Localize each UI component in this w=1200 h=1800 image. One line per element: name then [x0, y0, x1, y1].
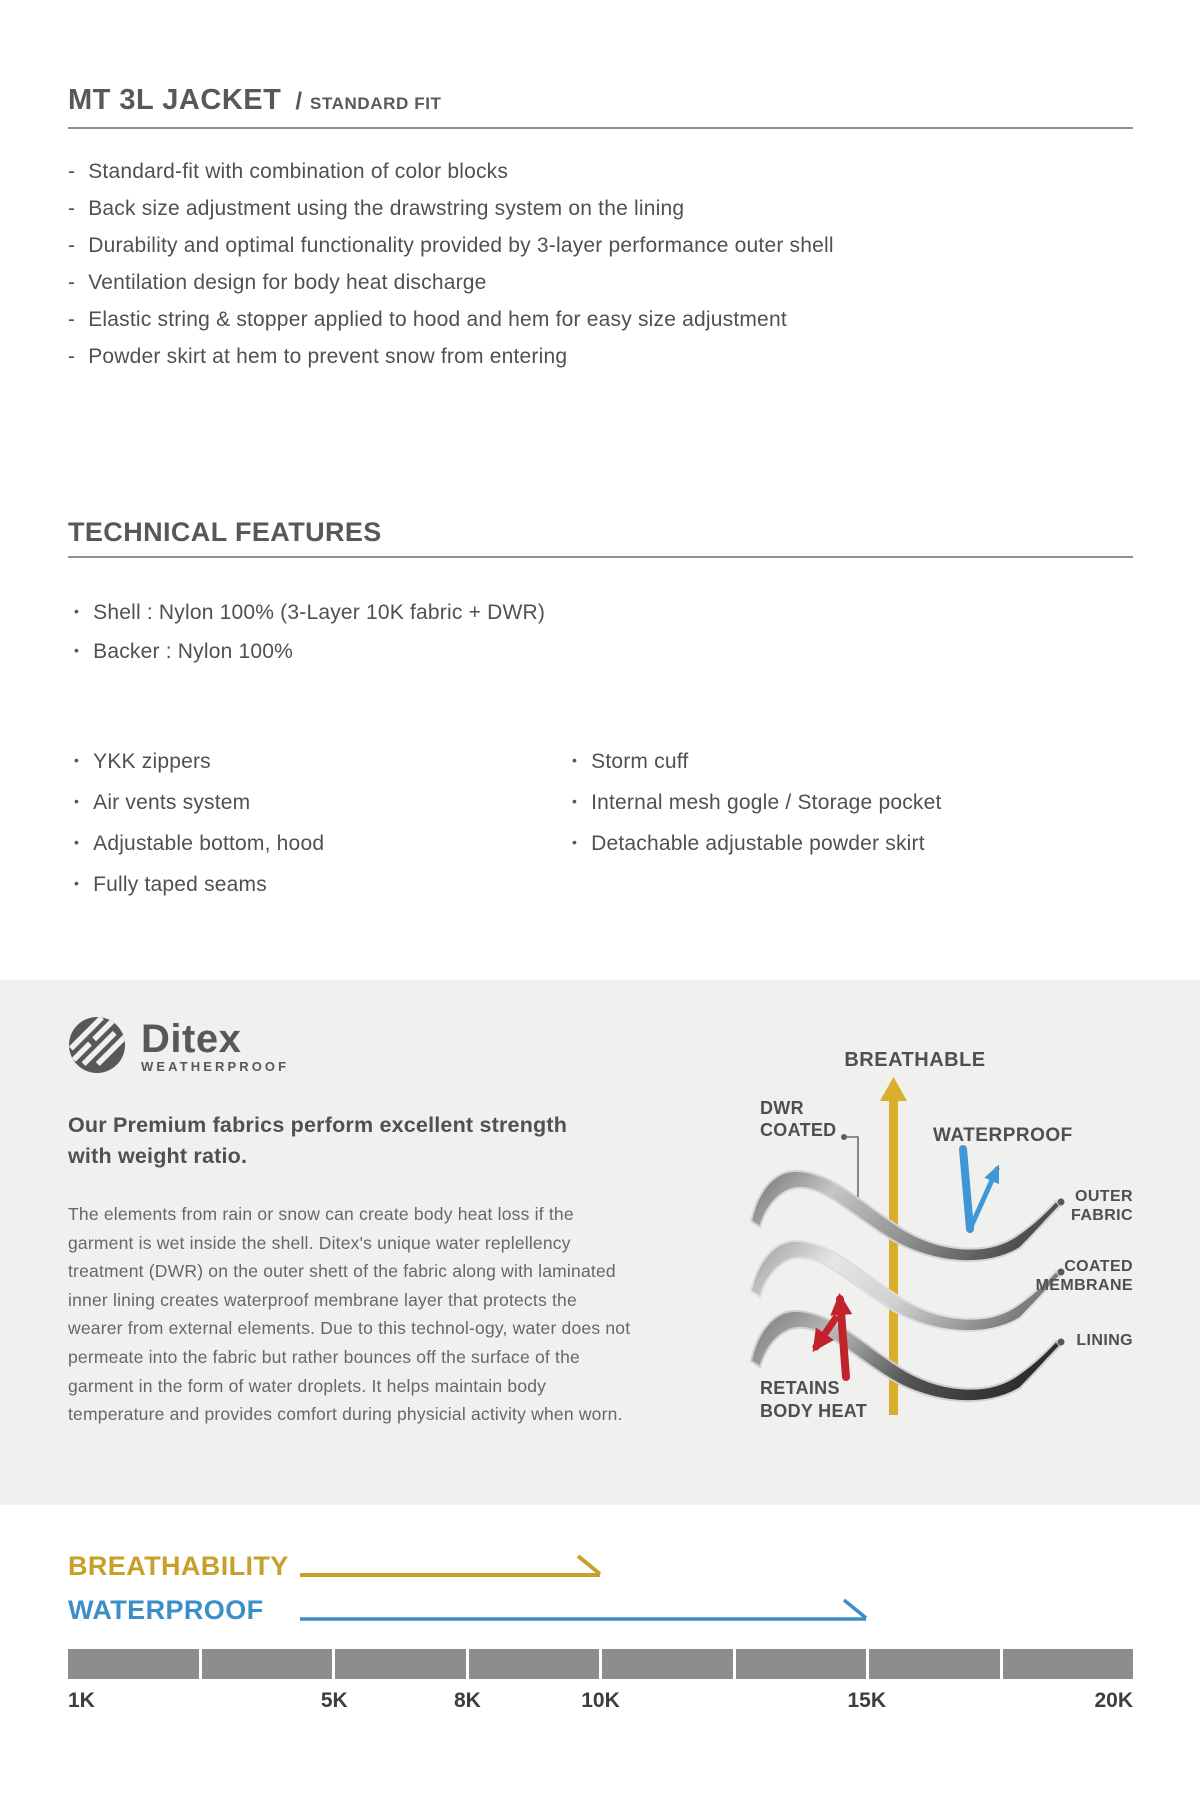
breathability-label: BREATHABILITY [68, 1550, 289, 1581]
scale-segment [469, 1649, 600, 1679]
material-item: • Shell : Nylon 100% (3-Layer 10K fabric + DWR) [68, 594, 1133, 633]
scale-segment [1003, 1649, 1134, 1679]
scale-tick-labels [68, 1689, 1133, 1715]
tech-item: • YKK zippers [68, 742, 566, 783]
feature-item: - Powder skirt at hem to prevent snow from entering [68, 338, 1133, 375]
scale-segment [335, 1649, 466, 1679]
tech-item: • Storm cuff [566, 742, 1133, 783]
feature-item: - Back size adjustment using the drawstring system on the lining [68, 190, 1133, 227]
feature-item: - Durability and optimal functionality provided by 3-layer performance outer shell [68, 227, 1133, 264]
tick-label: 15K [847, 1689, 887, 1712]
tech-item: • Fully taped seams [68, 865, 566, 906]
breathability-arrow-line [300, 1551, 620, 1581]
material-item: • Backer : Nylon 100% [68, 633, 1133, 672]
retains-body-heat-label: RETAINS BODY HEAT [760, 1378, 868, 1421]
tech-item: • Air vents system [68, 783, 566, 824]
fabric-layers-diagram [655, 1047, 1135, 1432]
technical-features-header [68, 517, 1133, 558]
waterproof-arrow [963, 1149, 997, 1229]
scale-segment [602, 1649, 733, 1679]
dwr-coated-label: DWR COATED [760, 1098, 837, 1140]
ditex-brand-tagline: WEATHERPROOF [141, 1058, 290, 1074]
tech-column-right [566, 742, 1133, 906]
ditex-panel [0, 980, 1200, 1505]
feature-list [68, 153, 1133, 375]
rating-scale-bar [68, 1649, 1133, 1679]
tick-label: 8K [453, 1689, 481, 1712]
outer-fabric-label: OUTER FABRIC [1071, 1188, 1133, 1224]
ditex-headline: Our Premium fabrics perform excellent strength with weight ratio. [68, 1113, 568, 1168]
title-separator: / [295, 88, 302, 115]
feature-item: - Elastic string & stopper applied to hood and hem for easy size adjustment [68, 301, 1133, 338]
coated-membrane-label: COATED MEMBRANE [1035, 1258, 1133, 1294]
tick-label: 10K [581, 1689, 620, 1712]
scale-segment [869, 1649, 1000, 1679]
ditex-logo-icon [68, 1016, 126, 1079]
fit-subtitle: STANDARD FIT [310, 94, 442, 113]
tech-item: • Adjustable bottom, hood [68, 824, 566, 865]
tech-column-left [68, 742, 566, 906]
feature-item: - Ventilation design for body heat discharge [68, 264, 1133, 301]
scale-segment [68, 1649, 199, 1679]
page-header [68, 84, 1133, 129]
ditex-brand-name: Ditex [141, 1016, 242, 1061]
tech-item: • Internal mesh gogle / Storage pocket [566, 783, 1133, 824]
scale-segment [736, 1649, 867, 1679]
tick-label: 5K [320, 1689, 348, 1712]
waterproof-rating-label: WATERPROOF [68, 1594, 264, 1625]
materials-list [68, 594, 1133, 672]
tick-label: 20K [1094, 1689, 1133, 1712]
ditex-brand-text [141, 1016, 290, 1074]
scale-segment [202, 1649, 333, 1679]
waterproof-row [68, 1593, 1133, 1627]
ditex-body-text: The elements from rain or snow can create body heat loss if the garment is wet inside the shell. Ditex's unique water replellency treatment (DWR) on the outer shett of the fabric along with laminated inner lining creates waterproof membrane layer that protects the wearer from external elements. Due to this technol-ogy, water does not permeate into the fabric but rather bounces off the surface of the garment in the form of water droplets. It helps maintain body temperature and provides comfort during physicial activity when worn. [68, 1204, 631, 1425]
lining-label: LINING [1076, 1332, 1133, 1349]
tech-columns [68, 742, 1133, 906]
technical-features-title: TECHNICAL FEATURES [68, 517, 382, 547]
feature-item: - Standard-fit with combination of color blocks [68, 153, 1133, 190]
breathability-row [68, 1549, 1133, 1583]
waterproof-label: WATERPROOF [933, 1125, 1073, 1146]
tech-item: • Detachable adjustable powder skirt [566, 824, 1133, 865]
rating-scale-section [0, 1549, 1200, 1715]
waterproof-arrow-line [300, 1595, 900, 1625]
fabric-layers-illustration [655, 1047, 1135, 1432]
breathable-label: BREATHABLE [844, 1049, 986, 1071]
tick-label: 1K [68, 1689, 95, 1712]
page-title: MT 3L JACKET [68, 84, 282, 116]
